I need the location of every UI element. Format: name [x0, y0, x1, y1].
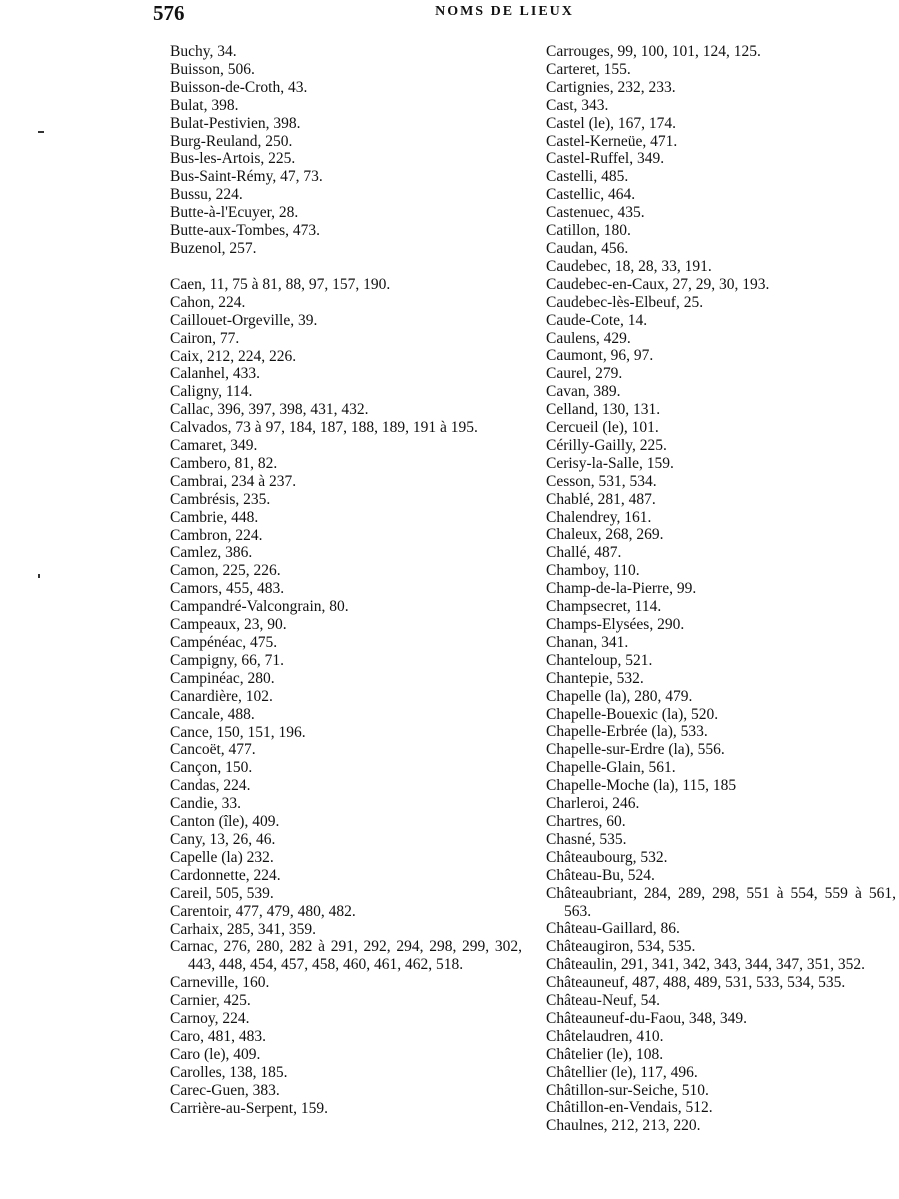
index-entry: Campandré-Valcongrain, 80. — [170, 598, 349, 616]
index-entry: Camlez, 386. — [170, 544, 253, 562]
index-entry: Chasné, 535. — [546, 830, 627, 848]
index-entry: Caro, 481, 483. — [170, 1027, 267, 1045]
index-entry: Calvados, 73 à 97, 184, 187, 188, 189, 191 à 195. — [170, 419, 478, 437]
index-entry: Chapelle-Glain, 561. — [546, 759, 676, 777]
index-entry: Cavan, 389. — [546, 383, 621, 401]
index-column-right — [546, 43, 896, 1135]
index-entry: Chaleux, 268, 269. — [546, 526, 664, 544]
index-entry: Cambron, 224. — [170, 526, 263, 544]
index-column-left — [170, 43, 522, 1117]
index-entry: Butte-aux-Tombes, 473. — [170, 222, 321, 240]
index-entry: Canardière, 102. — [170, 687, 273, 705]
index-entry: Carrouges, 99, 100, 101, 124, 125. — [546, 43, 761, 60]
index-entry: Castel-Kerneüe, 471. — [546, 132, 678, 150]
index-entry: Champs-Elysées, 290. — [546, 616, 685, 633]
index-entry: Campigny, 66, 71. — [170, 651, 284, 669]
index-entry: Capelle (la) 232. — [170, 848, 274, 866]
index-entry: Caix, 212, 224, 226. — [170, 347, 297, 365]
index-entry: Châtillon-en-Vendais, 512. — [546, 1099, 713, 1117]
index-entry: Champsecret, 114. — [546, 598, 662, 616]
index-entry: Castel (le), 167, 174. — [546, 114, 677, 132]
index-entry: Catillon, 180. — [546, 222, 631, 240]
index-entry: Château-Bu, 524. — [546, 866, 655, 884]
index-entry: Carnier, 425. — [170, 992, 251, 1010]
index-entry: Cançon, 150. — [170, 759, 253, 777]
index-entry: Callac, 396, 397, 398, 431, 432. — [170, 401, 369, 419]
index-entry: Cerisy-la-Salle, 159. — [546, 454, 674, 472]
index-entry: Campeaux, 23, 90. — [170, 616, 287, 634]
index-entry: Caligny, 114. — [170, 383, 253, 401]
index-entry: Charleroi, 246. — [546, 795, 640, 813]
index-entry: Castelli, 485. — [546, 168, 629, 186]
index-entry: Chablé, 281, 487. — [546, 490, 656, 508]
index-entry: Caen, 11, 75 à 81, 88, 97, 157, 190. — [170, 275, 391, 293]
index-entry: Cesson, 531, 534. — [546, 472, 657, 490]
index-entry: Carrière-au-Serpent, 159. — [170, 1099, 328, 1117]
index-entry: Caude-Cote, 14. — [546, 311, 648, 329]
index-entry: Chapelle-Moche (la), 115, 185 — [546, 777, 737, 795]
index-entry: Cast, 343. — [546, 96, 609, 114]
index-entry: Cambrai, 234 à 237. — [170, 472, 297, 490]
index-entry: Cambrie, 448. — [170, 508, 259, 526]
index-entry: Caumont, 96, 97. — [546, 347, 654, 365]
index-entry: Cancale, 488. — [170, 705, 255, 723]
index-entry: Buisson, 506. — [170, 60, 255, 78]
index-entry: Carec-Guen, 383. — [170, 1081, 280, 1099]
index-entry: Chapelle-sur-Erdre (la), 556. — [546, 741, 725, 759]
index-entry: Châtellier (le), 117, 496. — [546, 1063, 698, 1081]
index-entry: Cambrésis, 235. — [170, 490, 271, 508]
index-entry: Caurel, 279. — [546, 365, 623, 383]
index-entry: Chartres, 60. — [546, 812, 626, 830]
index-entry: Bulat, 398. — [170, 96, 239, 114]
index-entry: Camon, 225, 226. — [170, 562, 281, 580]
index-entry: Chaulnes, 212, 213, 220. — [546, 1117, 701, 1135]
index-entry: Carneville, 160. — [170, 974, 270, 992]
index-entry: Châteaugiron, 534, 535. — [546, 938, 696, 956]
index-entry: Cartignies, 232, 233. — [546, 78, 676, 96]
index-entry: Calanhel, 433. — [170, 365, 260, 383]
index-entry: Candie, 33. — [170, 795, 242, 813]
index-entry: Candas, 224. — [170, 777, 251, 795]
index-entry: Châteauneuf-du-Faou, 348, 349. — [546, 1009, 748, 1027]
index-entry: Caillouet-Orgeville, 39. — [170, 311, 318, 329]
index-entry: Castellic, 464. — [546, 186, 636, 204]
index-entry: Cancoët, 477. — [170, 741, 256, 759]
index-entry: Chamboy, 110. — [546, 562, 640, 580]
index-entry: Champ-de-la-Pierre, 99. — [546, 580, 697, 598]
index-entry: Camors, 455, 483. — [170, 580, 285, 598]
index-entry: Carteret, 155. — [546, 60, 631, 78]
page-number: 576 — [153, 1, 185, 25]
index-entry: Cairon, 77. — [170, 329, 240, 347]
index-entry: Chantepie, 532. — [546, 669, 644, 687]
index-entry: Caro (le), 409. — [170, 1045, 261, 1063]
index-entry: Châtelier (le), 108. — [546, 1045, 664, 1063]
index-entry: Celland, 130, 131. — [546, 401, 661, 419]
index-group — [546, 43, 896, 1135]
index-entry: Chanteloup, 521. — [546, 651, 653, 669]
index-entry: Cance, 150, 151, 196. — [170, 723, 306, 741]
index-entry: Camaret, 349. — [170, 437, 258, 455]
group-gap — [170, 258, 522, 276]
index-group — [170, 276, 522, 1118]
index-entry: Buzenol, 257. — [170, 239, 257, 257]
index-entry: Château-Gaillard, 86. — [546, 920, 680, 938]
index-entry: Careil, 505, 539. — [170, 884, 274, 902]
index-entry: Bus-Saint-Rémy, 47, 73. — [170, 168, 323, 186]
index-entry: Cany, 13, 26, 46. — [170, 830, 276, 848]
index-entry: Châtelaudren, 410. — [546, 1027, 664, 1045]
index-entry: Carhaix, 285, 341, 359. — [170, 920, 316, 938]
index-group — [170, 43, 522, 258]
index-entry: Castenuec, 435. — [546, 204, 645, 222]
index-entry: Caudebec-lès-Elbeuf, 25. — [546, 293, 704, 311]
index-entry: Chapelle-Erbrée (la), 533. — [546, 723, 708, 741]
index-entry: Cardonnette, 224. — [170, 866, 281, 884]
index-entry: Castel-Ruffel, 349. — [546, 150, 665, 168]
index-entry: Caudan, 456. — [546, 239, 629, 257]
scan-mark — [38, 131, 44, 133]
index-entry: Carnac, 276, 280, 282 à 291, 292, 294, 298, 299, 302, 443, 448, 454, 457, 458, 460, 461, 462, 518. — [170, 938, 522, 974]
index-entry: Caulens, 429. — [546, 329, 631, 347]
index-entry: Cérilly-Gailly, 225. — [546, 436, 667, 454]
index-entry: Chalendrey, 161. — [546, 508, 652, 526]
index-entry: Carolles, 138, 185. — [170, 1063, 288, 1081]
index-entry: Carnoy, 224. — [170, 1010, 250, 1028]
index-entry: Campénéac, 475. — [170, 634, 278, 651]
index-entry: Caudebec, 18, 28, 33, 191. — [546, 257, 712, 275]
index-entry: Cercueil (le), 101. — [546, 419, 659, 437]
index-entry: Butte-à-l'Ecuyer, 28. — [170, 204, 299, 222]
scan-mark — [38, 574, 40, 578]
index-entry: Châteaulin, 291, 341, 342, 343, 344, 347, 351, 352. — [546, 956, 866, 974]
index-entry: Burg-Reuland, 250. — [170, 132, 293, 150]
index-entry: Château-Neuf, 54. — [546, 992, 661, 1010]
index-entry: Campinéac, 280. — [170, 669, 275, 687]
index-entry: Caudebec-en-Caux, 27, 29, 30, 193. — [546, 275, 770, 293]
index-entry: Cambero, 81, 82. — [170, 454, 278, 472]
index-entry: Chapelle-Bouexic (la), 520. — [546, 705, 719, 723]
running-head: NOMS DE LIEUX — [435, 4, 574, 19]
index-entry: Carentoir, 477, 479, 480, 482. — [170, 902, 356, 920]
index-entry: Bus-les-Artois, 225. — [170, 150, 296, 168]
index-entry: Châteaubourg, 532. — [546, 848, 668, 866]
index-entry: Bulat-Pestivien, 398. — [170, 114, 301, 132]
index-entry: Challé, 487. — [546, 544, 622, 562]
index-entry: Bussu, 224. — [170, 186, 243, 204]
index-entry: Chapelle (la), 280, 479. — [546, 687, 693, 705]
index-entry: Chanan, 341. — [546, 633, 629, 651]
index-entry: Canton (île), 409. — [170, 813, 280, 831]
index-entry: Châtillon-sur-Seiche, 510. — [546, 1081, 709, 1099]
index-entry: Cahon, 224. — [170, 293, 246, 311]
index-entry: Buisson-de-Croth, 43. — [170, 78, 308, 96]
index-entry: Châteaubriant, 284, 289, 298, 551 à 554, 559 à 561, 563. — [546, 884, 896, 920]
index-entry: Buchy, 34. — [170, 43, 237, 60]
index-entry: Châteauneuf, 487, 488, 489, 531, 533, 534, 535. — [546, 974, 846, 992]
